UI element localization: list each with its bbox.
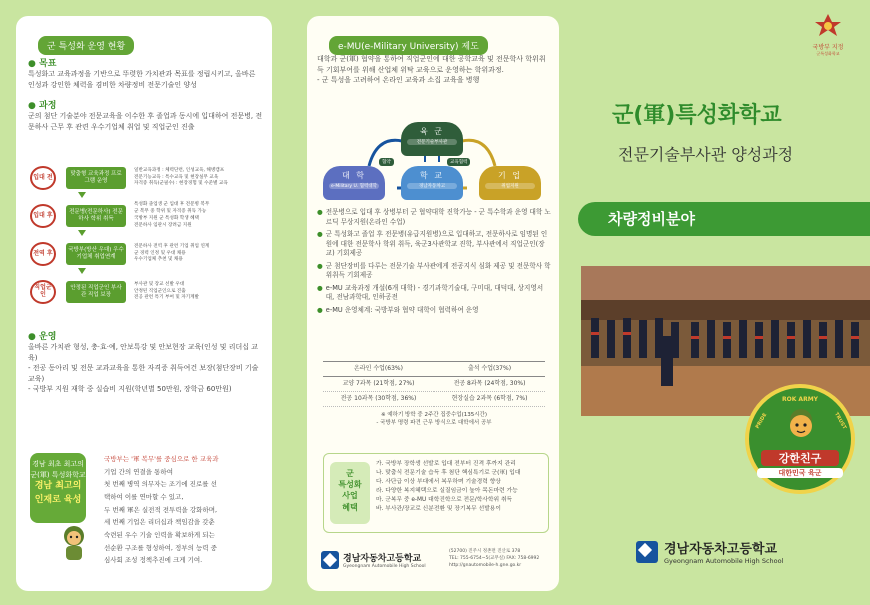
ops-text: 올바른 가치관 형성, 충·효·예, 안보특강 및 안보현장 교육(인성 및 리더십 교육) [28, 343, 258, 362]
emblem: 국방부 지정 군특성화학교 [808, 12, 848, 57]
cover-subtitle: 전문기술부사관 양성과정 [618, 145, 794, 164]
flow-note: 일반교육과정 : 체력단련, 인성교육, 해병캠프 전문기능교육 : 특수교육 및 현장실무 교육 자격증 취득(군필수) : 현장경험 및 수준별 교육 [134, 167, 228, 187]
mascot-icon [56, 524, 92, 564]
ops-title: ● 운영 [28, 332, 57, 342]
flow-step-discharge [30, 242, 260, 266]
school-logo-icon [321, 551, 339, 569]
flow-step-after [30, 204, 260, 228]
cover-school-logo: 경남자동차고등학교 Gyeongnam Automobile High School [636, 538, 783, 565]
army-emblem-icon [808, 12, 848, 38]
flow-note: 전문하사 전역 후 관련 기업 취업 연계 군 경력 인정 및 우대 채용 우수기업체 추천 및 채용 [134, 243, 210, 263]
flow-box: 안정된 직업군인 부사관 직업 보장 [66, 281, 126, 303]
table-header: 온라인 수업(63%) 출석 수업(37%) [323, 361, 545, 377]
cover-title: 군(軍)특성화학교 [612, 103, 782, 128]
list-item: ● e-MU 교육과정 개설(6개 대학) - 경기과학기술대, 구미대, 대덕대, 상지영서대, 전남과학대, 인하공전 [317, 283, 544, 302]
stage-label: 입대 후 [30, 204, 56, 228]
down-arrow-icon [78, 230, 86, 238]
tiger-mascot-icon [781, 406, 821, 446]
edge-label: 협약 [379, 158, 394, 166]
contact-info: (52700) 진주시 정촌면 진산로 378 TEL: 755-6754~5(교무실) FAX: 758-6992 http://gnautomobile-h.gne.go.kr [449, 549, 540, 569]
flow-box: 맞춤형 교육과정 프로그램 운영 [66, 167, 126, 189]
flow-note: 특성화 졸업생 군 입대 후 전문병 복무 군 복무 중 학위 및 자격증 취득 가능 국방부 지원 군 특성화 학생 혜택 전문하사 임관시 장려금 지원 [134, 202, 210, 228]
node-school: 학 교 경남자동차고 [401, 166, 463, 200]
stage-label: 직업군인 [30, 280, 56, 304]
table-note: - 국방부 명령 파견 근무 방식으로 대학에서 공부 [376, 420, 492, 427]
node-army: 육 군 전문기술부사관 [401, 122, 463, 156]
edge-label: 교육협력 [447, 158, 470, 166]
list-item: ● 군 첨단장비를 다루는 전문기술 부사관에게 전공지식 심화 제공 및 전문학사 학위취득 기회제공 [317, 261, 551, 280]
stage-label: 입대 전 [30, 166, 56, 190]
school-logo-icon [636, 541, 658, 563]
emu-intro: 대학과 군(軍) 협약을 통하여 직업군인에 대한 공학교육 및 전문학사 학위취득 기회부여를 위해 산업체 위탁 교육으로 운영하는 학위과정. - 군 특성을 고려하여 온라인 교육과 소집 교육을 병행 [317, 55, 546, 84]
panel-emu [307, 16, 559, 591]
down-arrow-icon [78, 268, 86, 276]
section-header: e-MU(e-Military University) 제도 [329, 36, 488, 55]
table-row: 교양 7과목 (21학점, 27%) 전공 8과목 (24학점, 30%) [323, 377, 545, 392]
intro-text: 국방부는 '軍 복무'를 중심으로 한 교육과 기업 간의 연결을 통하여 첫 번째 병역 의무자는 조기에 진로를 선 택하여 이를 연마할 수 있고, 두 번째 軍은 실전적 전투력을 강화하며, 세 번째 기업은 리더십과 책임감을 갖춘 숙련된 우수 기술 인력을 확보하게 되는 선순환 구조를 형성하여, 정부의 능력 중 심사회 조성 정책추진에 크게 기여. [104, 455, 219, 565]
flow-note: 부사관 및 장교 선발 우대 안정된 직업군인으로 진출 전공 관련 특기 부여 및 자기계발 [134, 281, 199, 301]
field-banner: 차량정비분야 [578, 202, 870, 236]
benefit-box [323, 453, 549, 533]
node-company: 기 업 취업지원 [479, 166, 541, 200]
panel-program-status [16, 16, 272, 591]
goal-title: ● 목표 [28, 59, 57, 69]
section-header: 군 특성화 운영 현황 [38, 36, 134, 55]
list-item: ● e-MU 운영체계: 국방부와 협약 대학이 협력하여 운영 [317, 305, 479, 314]
list-item: ● 군 특성화고 졸업 후 전문병(유급지원병)으로 입대하고, 전문하사로 임명된 인원에 대한 전문학사 학위 취득, 육군3사관학교 진학, 부사관에서 직업군인(장교) 기회제공 [317, 230, 548, 258]
flow-step-before [30, 166, 260, 190]
flow-step-career [30, 280, 260, 304]
benefit-text: 가. 국방부 장학생 선발로 입대 전부터 진격 후까지 관리 나. 맞춤식 전문기술 습득 후 첨단 핵심특기로 군(軍) 입대 다. 사단급 이상 부대에서 복무하며 기술경력 향상 라. 다양한 복지혜택으로 실질임금이 높아 목돈마련 가능 마. 군복무 중 e-MU 대학진학으로 전문/학사학위 취득 바. 부사관/장교로 신분전환 및 장기복무 선발용이 [376, 461, 521, 512]
flow-box: 전문병(전문하사) 전문하사 학위 취득 [66, 205, 126, 227]
benefit-label: 군 특성화 사업 혜택 [330, 462, 370, 524]
process-text: 군의 첨단 기술분야 전문교육을 이수한 후 졸업과 동시에 입대하여 전문병, 전문하사 근무 후 관련 우수기업체 취업 및 직업군인 진출 [28, 112, 263, 131]
ops-bullet: - 국방부 지원 재학 중 실습비 지원(학년별 50만원, 장학금 60만원) [28, 385, 232, 393]
table-note: ※ 예하기 방학 중 2주간 집중수업(135시간) [380, 412, 488, 419]
ops-bullet: - 전공 동아리 및 전문 교과교육을 통한 자격증 취득여건 보장(첨단장비 기술교육) [28, 364, 259, 383]
down-arrow-icon [78, 192, 86, 200]
table-row: 전공 10과목 (30학점, 36%) 현장실습 2과목 (6학점, 7%) [323, 392, 545, 407]
node-university: 대 학 e-Military U. 협력대학 [323, 166, 385, 200]
stage-label: 전역 후 [30, 242, 56, 266]
mascot-badge: ROK ARMY PRIDE TRUST 강한친구 대한민국 육군 [745, 384, 855, 494]
list-item: ● 전문병으로 입대 후 상병부터 군 협약대학 진학가능 - 군 특수학과 운영 대학 노르딕 무상지원(온라인 수업) [317, 208, 551, 226]
process-title: ● 과정 [28, 101, 57, 111]
school-logo: 경남자동차고등학교 Gyeongnam Automobile High School [321, 551, 426, 569]
goal-text: 특성화고 교육과정을 기반으로 뚜렷한 가치관과 목표를 정립시키고, 올바른 인성과 강인한 체력을 겸비한 차량정비 전문기술인 양성 [28, 70, 256, 89]
flow-box: 국방부(방산 우대) 우수 기업체 취업연계 [66, 243, 126, 265]
promo-badge: 경남 최초 최고의 군(軍) 특성화학교 경남 최고의 인재로 육성 [30, 453, 86, 523]
curriculum-table [323, 361, 545, 426]
emu-bullets [317, 208, 551, 318]
